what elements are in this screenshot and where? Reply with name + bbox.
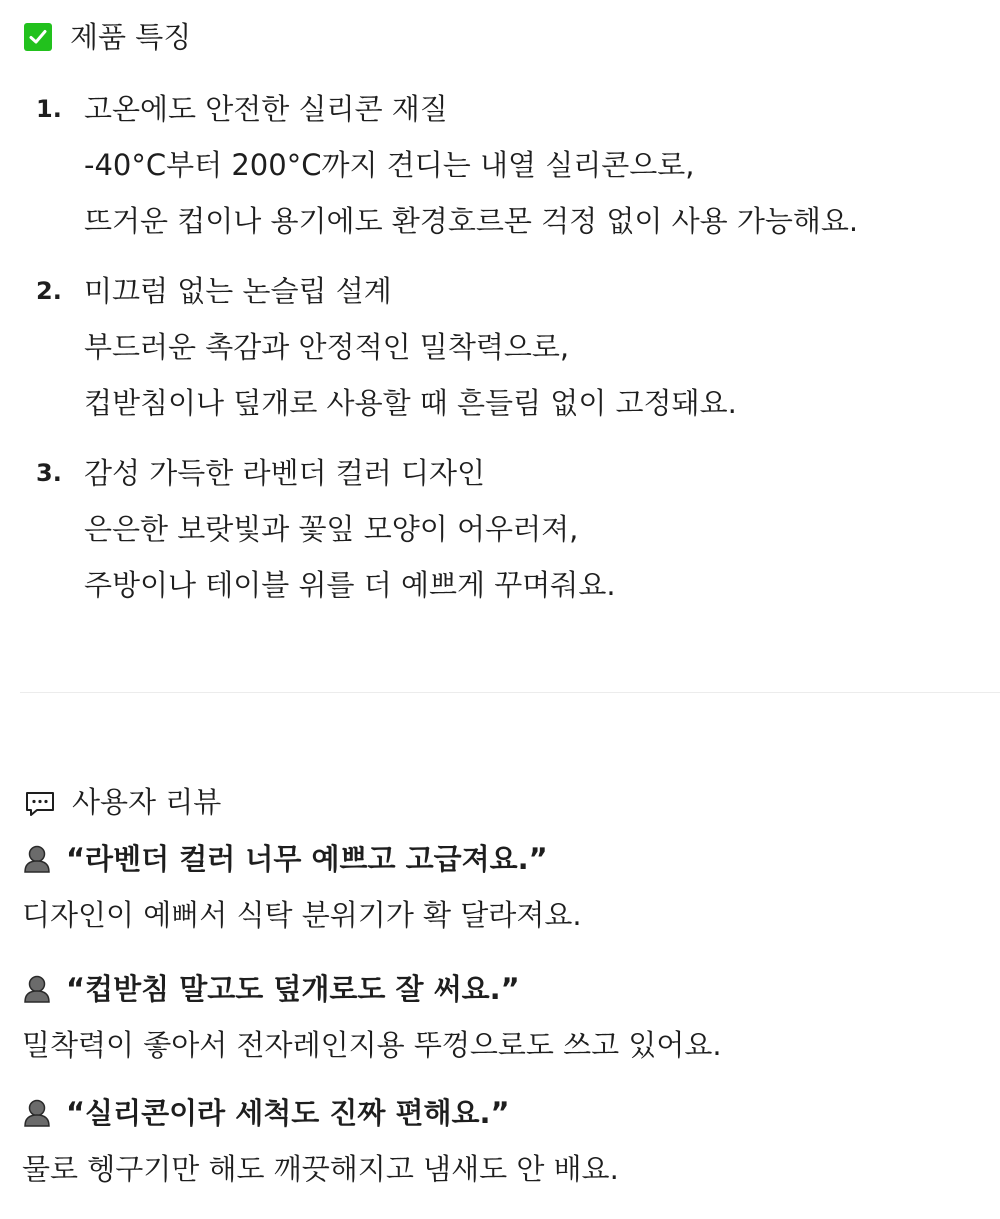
feature-number: 2.: [36, 277, 62, 305]
feature-description-line: 컵받침이나 덮개로 사용할 때 흔들림 없이 고정돼요.: [84, 386, 737, 420]
reviews-title: 사용자 리뷰: [72, 785, 222, 819]
feature-title: 감성 가득한 라벤더 컬러 디자인: [84, 456, 486, 490]
review-quote-3: [22, 1093, 510, 1133]
feature-description-line: 주방이나 테이블 위를 더 예쁘게 꾸며줘요.: [84, 568, 616, 602]
feature-description-line: 뜨거운 컵이나 용기에도 환경호르몬 걱정 없이 사용 가능해요.: [84, 204, 859, 238]
feature-title: 고온에도 안전한 실리콘 재질: [84, 92, 448, 126]
review-quote-text: “실리콘이라 세척도 진짜 편해요.”: [66, 1096, 510, 1130]
person-icon: [22, 1098, 52, 1128]
check-mark-icon: [24, 23, 52, 51]
feature-description-line: 은은한 보랏빛과 꽃잎 모양이 어우러져,: [84, 512, 579, 546]
feature-description-line: -40°C부터 200°C까지 견디는 내열 실리콘으로,: [84, 148, 695, 182]
review-quote-2: [22, 969, 520, 1009]
feature-number: 1.: [36, 95, 62, 123]
review-quote-text: “컵받침 말고도 덮개로도 잘 써요.”: [66, 972, 520, 1006]
person-icon: [22, 974, 52, 1004]
review-body-2: 밀착력이 좋아서 전자레인지용 뚜껑으로도 쓰고 있어요.: [22, 1028, 722, 1062]
reviews-heading: [24, 782, 221, 822]
features-title: 제품 특징: [70, 20, 192, 54]
speech-bubble-icon: [24, 788, 56, 816]
review-body-1: 디자인이 예뻐서 식탁 분위기가 확 달라져요.: [22, 898, 582, 932]
review-quote-1: [22, 839, 548, 879]
feature-number: 3.: [36, 459, 62, 487]
person-icon: [22, 844, 52, 874]
section-divider: [20, 692, 1000, 693]
feature-title: 미끄럼 없는 논슬립 설계: [84, 274, 392, 308]
review-quote-text: “라벤더 컬러 너무 예쁘고 고급져요.”: [66, 842, 548, 876]
feature-description-line: 부드러운 촉감과 안정적인 밀착력으로,: [84, 330, 570, 364]
review-body-3: 물로 헹구기만 해도 깨끗해지고 냄새도 안 배요.: [22, 1152, 619, 1186]
features-heading: [24, 17, 191, 57]
